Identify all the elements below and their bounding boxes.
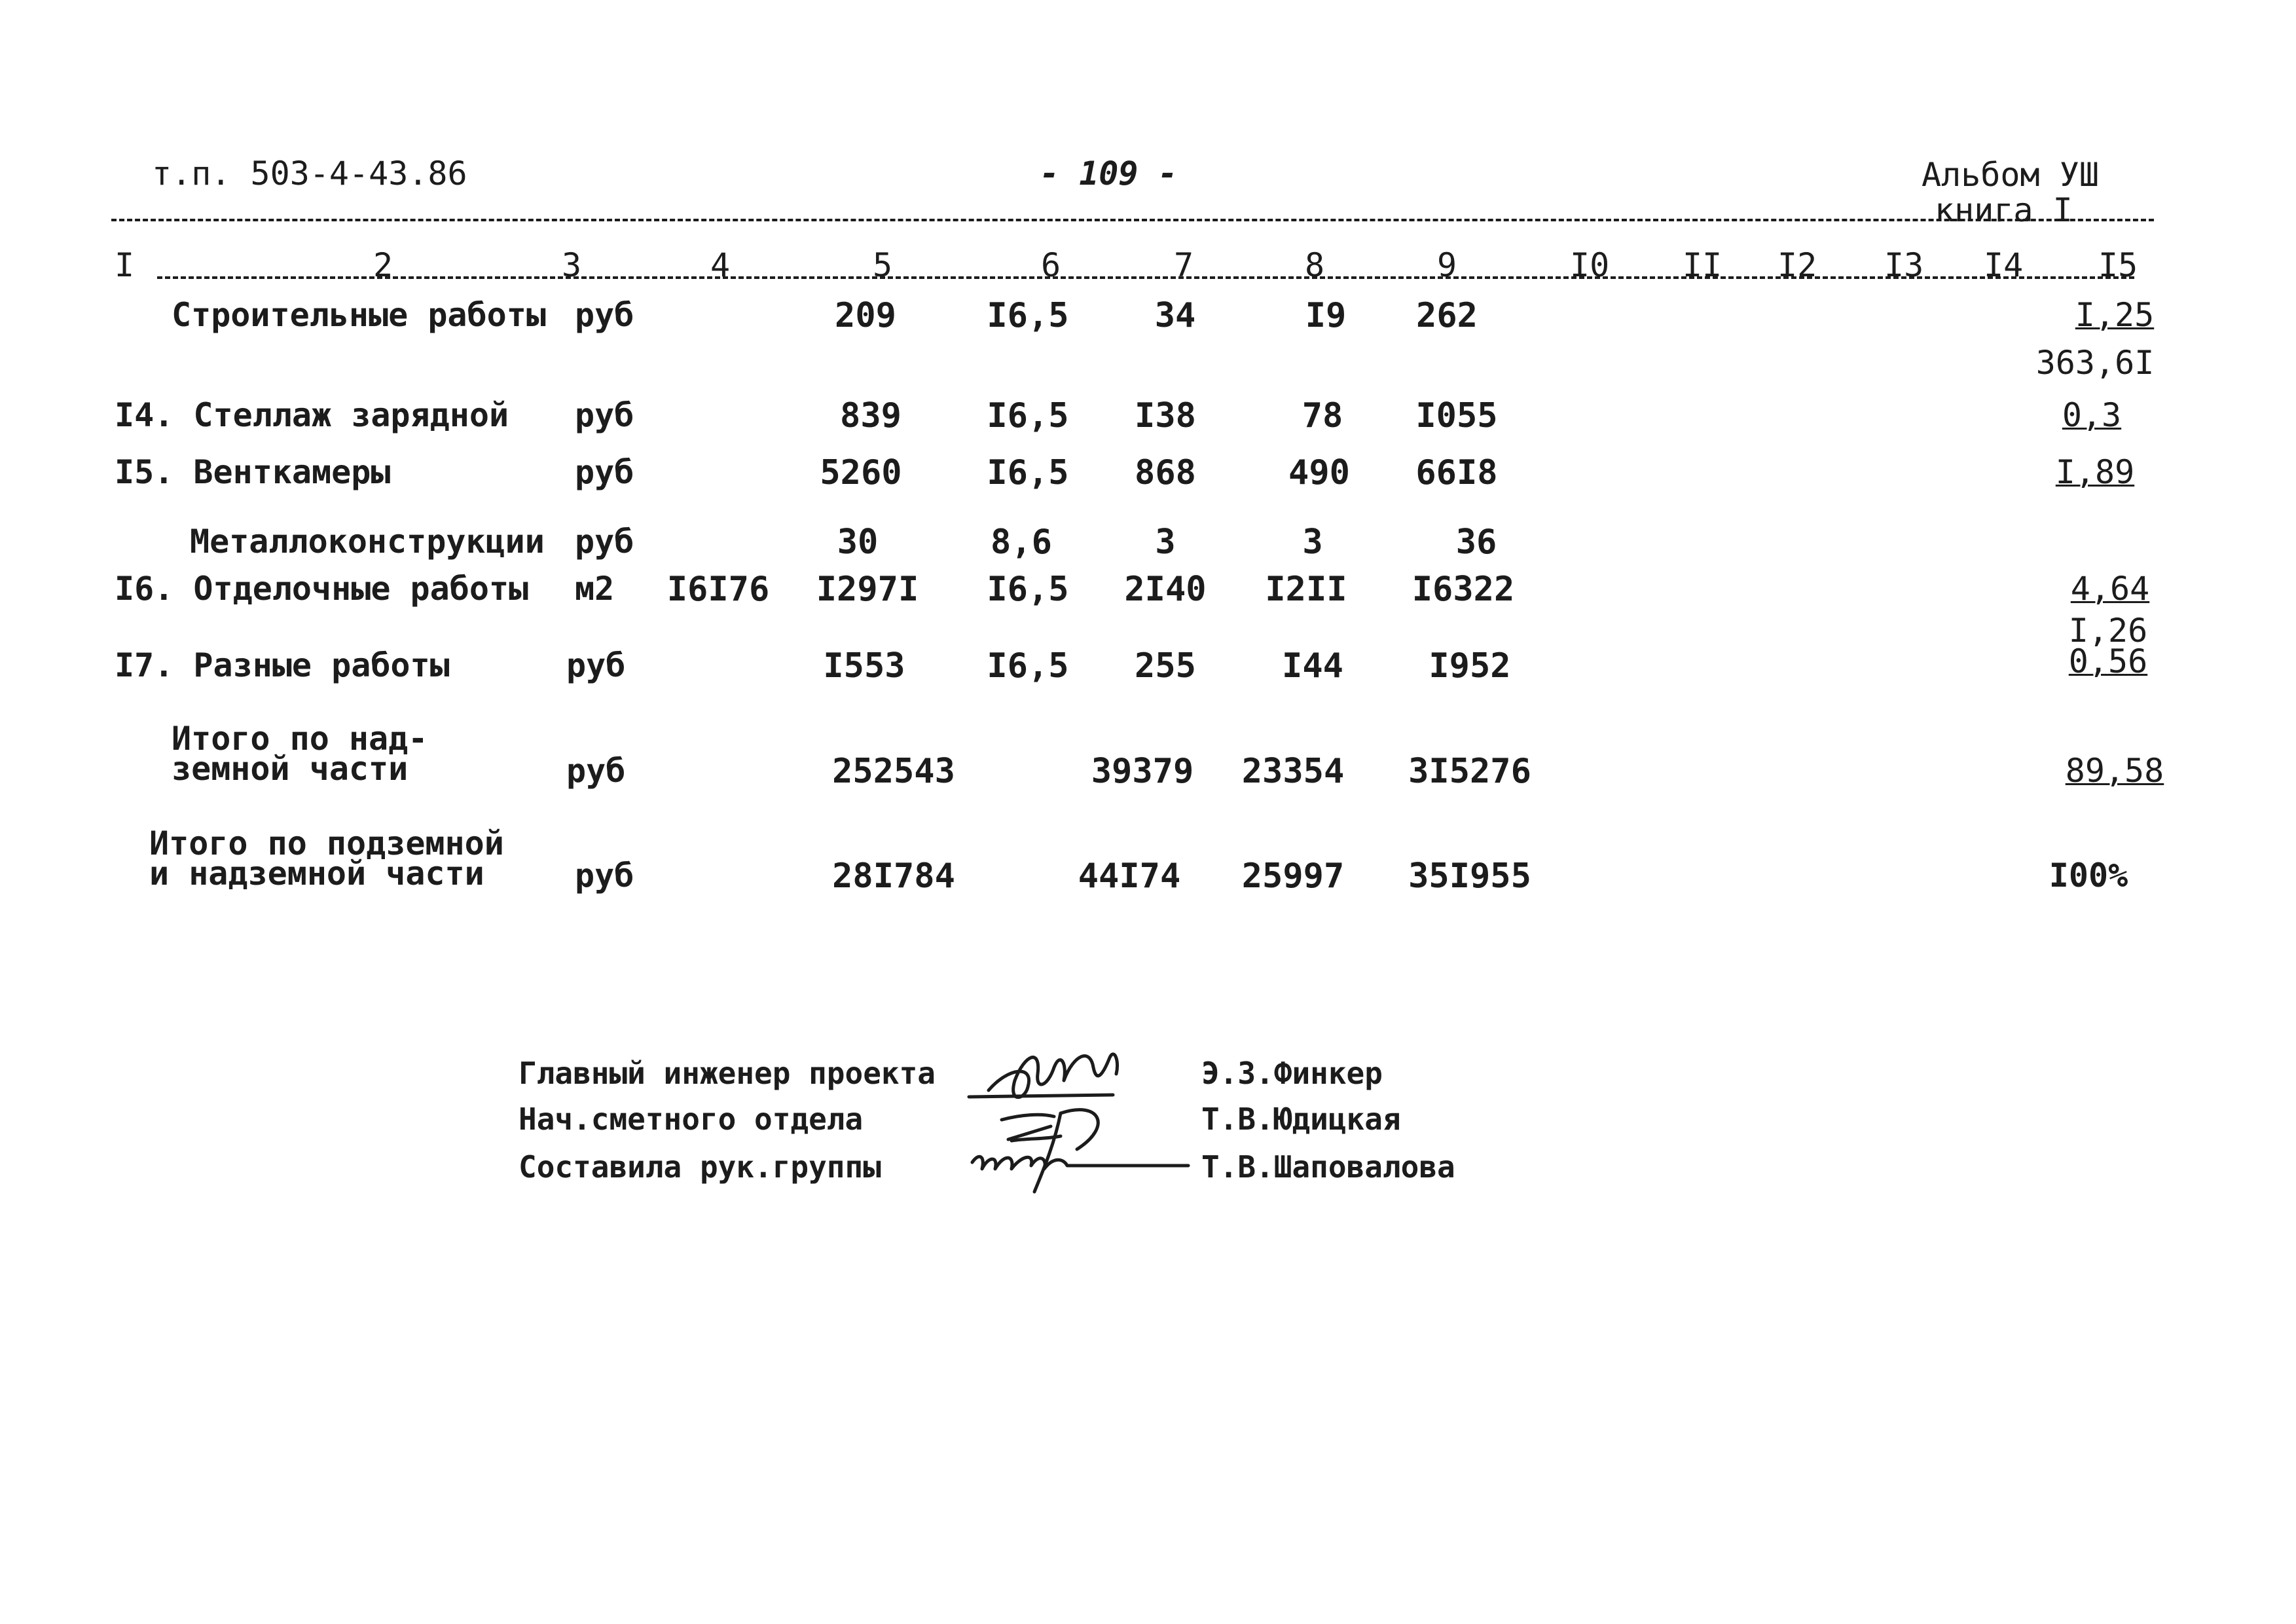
cell-col15: I,26 xyxy=(2068,612,2148,650)
row-label: Итого по над- земной части xyxy=(172,720,428,788)
cell-col6: I6,5 xyxy=(987,570,1069,609)
row-label: I5. Венткамеры xyxy=(115,453,391,491)
cell-col7: 868 xyxy=(1135,453,1196,492)
row-label: Строительные работы xyxy=(172,296,546,334)
header-divider xyxy=(111,219,2154,221)
cell-col9: I6322 xyxy=(1412,570,1515,609)
cell-col9: I055 xyxy=(1415,396,1498,435)
cell-col9: 3I5276 xyxy=(1408,752,1531,791)
cell-col5: 28I784 xyxy=(832,857,955,896)
cell-col5: I297I xyxy=(816,570,919,609)
column-number: I3 xyxy=(1884,246,1924,284)
column-number: 7 xyxy=(1174,246,1194,284)
cell-col8: I44 xyxy=(1282,646,1343,686)
column-number: I xyxy=(115,246,135,284)
cell-col15: 4,64 xyxy=(2070,570,2150,608)
row-unit: руб xyxy=(566,752,626,790)
cell-col6: I6,5 xyxy=(987,646,1069,686)
cell-col7: 34 xyxy=(1154,296,1196,335)
cell-col9: I952 xyxy=(1429,646,1511,686)
cell-col15: I00% xyxy=(2049,857,2128,895)
cell-col15: 0,3 xyxy=(2062,396,2122,434)
cell-col6: I6,5 xyxy=(987,396,1069,435)
cell-col6: I6,5 xyxy=(987,296,1069,335)
cell-col5: 839 xyxy=(840,396,902,435)
row-label: I4. Стеллаж зарядной xyxy=(115,396,509,434)
column-number: 3 xyxy=(562,246,582,284)
signature-role: Нач.сметного отдела xyxy=(519,1101,864,1137)
cell-col6: 8,6 xyxy=(991,523,1052,562)
row-unit: руб xyxy=(575,523,634,561)
row-unit: руб xyxy=(575,857,634,895)
handwritten-signatures-icon xyxy=(962,1028,1211,1211)
row-unit: руб xyxy=(575,453,634,491)
column-number: 5 xyxy=(873,246,893,284)
cell-col8: 490 xyxy=(1288,453,1350,492)
column-number: II xyxy=(1683,246,1722,284)
row-unit: руб xyxy=(566,646,626,684)
column-number: I5 xyxy=(2098,246,2138,284)
row-label: Итого по подземной и надземной части xyxy=(149,824,504,893)
row-unit: руб xyxy=(575,396,634,434)
row-label: Металлоконструкции xyxy=(190,523,545,561)
cell-col9: 35I955 xyxy=(1408,857,1531,896)
cell-col8: 78 xyxy=(1302,396,1343,435)
album-label: Альбом УШ xyxy=(1922,156,2099,194)
signature-name: Т.В.Юдицкая xyxy=(1201,1101,1401,1137)
cell-col15: I,25 xyxy=(2075,296,2155,334)
column-number: 6 xyxy=(1041,246,1061,284)
cell-col15: 89,58 xyxy=(2065,752,2164,790)
cell-col7: I38 xyxy=(1135,396,1196,435)
cell-col8: 23354 xyxy=(1241,752,1345,791)
column-number: I4 xyxy=(1984,246,2024,284)
cell-col9: 66I8 xyxy=(1415,453,1498,492)
cell-col15-extra: 0,56 xyxy=(2068,642,2148,680)
row-label: I6. Отделочные работы xyxy=(115,570,529,608)
row-unit: м2 xyxy=(575,570,615,608)
cell-col7: 44I74 xyxy=(1078,857,1181,896)
cell-col5: I553 xyxy=(823,646,905,686)
cell-col9: 36 xyxy=(1455,523,1497,562)
cell-col8: I9 xyxy=(1305,296,1347,335)
cell-col5: 252543 xyxy=(832,752,955,791)
cell-col4: I6I76 xyxy=(666,570,770,609)
cell-col6: I6,5 xyxy=(987,453,1069,492)
column-number: I2 xyxy=(1777,246,1817,284)
cell-col15: I,89 xyxy=(2055,453,2135,491)
column-number: 9 xyxy=(1437,246,1457,284)
cell-col8: 3 xyxy=(1302,523,1323,562)
signature-name: Э.З.Финкер xyxy=(1201,1056,1383,1091)
cell-col7: 39379 xyxy=(1091,752,1194,791)
column-number: I0 xyxy=(1570,246,1610,284)
cell-col8: 25997 xyxy=(1241,857,1345,896)
cell-col8: I2II xyxy=(1265,570,1347,609)
document-code: т.п. 503-4-43.86 xyxy=(152,155,467,193)
row-unit: руб xyxy=(575,296,634,334)
cell-col9: 262 xyxy=(1416,296,1478,335)
signature-role: Составила рук.группы xyxy=(519,1149,881,1185)
column-number: 4 xyxy=(710,246,731,284)
page-number: - 109 - xyxy=(1040,155,1178,193)
book-label: книга I xyxy=(1935,191,2073,229)
cell-col7: 2I40 xyxy=(1124,570,1207,609)
cell-col7: 3 xyxy=(1155,523,1176,562)
signature-role: Главный инженер проекта xyxy=(519,1056,936,1091)
cell-col5: 5260 xyxy=(820,453,902,492)
column-number-divider xyxy=(157,276,2134,279)
column-number: 8 xyxy=(1305,246,1325,284)
cell-col15-extra: 363,6I xyxy=(2035,344,2155,382)
cell-col5: 30 xyxy=(837,523,879,562)
cell-col7: 255 xyxy=(1135,646,1196,686)
column-number: 2 xyxy=(373,246,393,284)
cell-col5: 209 xyxy=(835,296,896,335)
row-label: I7. Разные работы xyxy=(115,646,450,684)
signature-name: Т.В.Шаповалова xyxy=(1201,1149,1455,1185)
